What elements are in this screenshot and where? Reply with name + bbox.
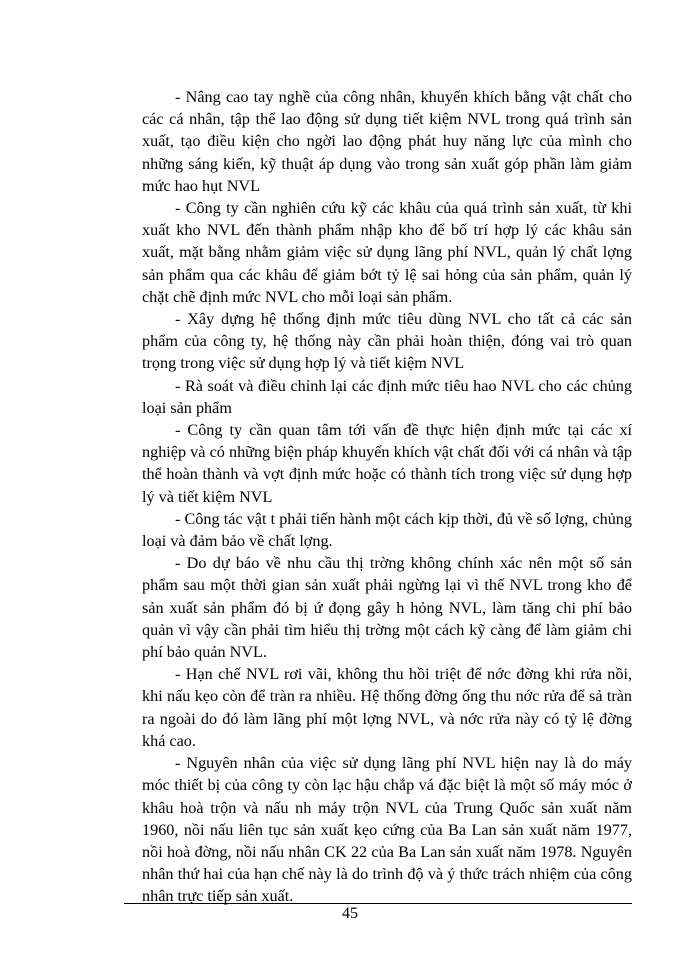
paragraph-5: - Công ty cần quan tâm tới vấn đề thực hiện định mức tại các xí nghiệp và có những biện pháp khuyến khích vật chất đối với cá nhân và tập thể hoàn thành và vợt định mức hoặc có thành tích trong việc sử dụng hợp lý và tiết kiệm NVL [142, 421, 632, 506]
paragraph-6: - Công tác vật t phải tiến hành một cách kịp thời, đủ về số lợng, chủng loại và đảm bảo về chất lợng. [142, 509, 632, 551]
paragraph-3: - Xây dựng hệ thống định mức tiêu dùng NVL cho tất cả các sản phẩm của công ty, hệ thống này cần phải hoàn thiện, đóng vai trò quan trọng trong việc sử dụng hợp lý và tiết kiệm NVL [142, 310, 632, 373]
body-text [142, 86, 632, 908]
paragraph-7: - Do dự báo về nhu cầu thị trờng không chính xác nên một số sản phẩm sau một thời gian sản xuất phải ngừng lại vì thế NVL trong kho để sản xuất sản phẩm đó bị ứ đọng gây h hỏng NVL, làm tăng chi phí bảo quản vì vậy cần phải tìm hiểu thị trờng một cách kỹ càng để làm giảm chi phí bảo quản NVL. [142, 554, 632, 662]
paragraph-9: - Nguyên nhân của việc sử dụng lãng phí NVL hiện nay là do máy móc thiết bị của công ty còn lạc hậu chắp vá đặc biệt là một số máy móc ở khâu hoà trộn và nấu nh máy trộn NVL của Trung Quốc sản xuất năm 1960, nồi nấu liên tục sản xuất kẹo cứng của Ba Lan sản xuất năm 1977, nồi hoà đờng, nồi nấu nhân CK 22 của Ba Lan sản xuất năm 1978. Nguyên nhân thứ hai của hạn chế này là do trình độ và ý thức trách nhiệm của công nhân trực tiếp sản xuất. [142, 754, 632, 906]
paragraph-4: - Rà soát và điều chỉnh lại các định mức tiêu hao NVL cho các chủng loại sản phẩm [142, 376, 632, 417]
page-number: 45 [342, 905, 358, 922]
paragraph-1: - Nâng cao tay nghề của công nhân, khuyến khích bằng vật chất cho các cá nhân, tập thể lao động sử dụng tiết kiệm NVL trong quá trình sản xuất, tạo điều kiện cho ngời lao động phát huy năng lực của mình cho những sáng kiến, kỹ thuật áp dụng vào trong sản xuất góp phần làm giảm mức hao hụt NVL [142, 88, 632, 195]
paragraph-8: - Hạn chế NVL rơi vãi, không thu hồi triệt để nớc đờng khi rửa nồi, khi nấu kẹo còn để tràn ra nhiều. Hệ thống đờng ống thu nớc rửa để sả tràn ra ngoài do đó làm lãng phí một lợng NVL, và nớc rửa này có tỷ lệ đờng khá cao. [142, 665, 632, 750]
paragraph-2: - Công ty cần nghiên cứu kỹ các khâu của quá trình sản xuất, từ khi xuất kho NVL đến thành phẩm nhập kho để bố trí hợp lý các khâu sản xuất, mặt bằng nhằm giảm việc sử dụng lãng phí NVL, quản lý chất lợng sản phẩm qua các khâu để giảm bớt tỷ lệ sai hỏng của sản phẩm, quản lý chặt chẽ định mức NVL cho mỗi loại sản phẩm. [142, 199, 632, 306]
